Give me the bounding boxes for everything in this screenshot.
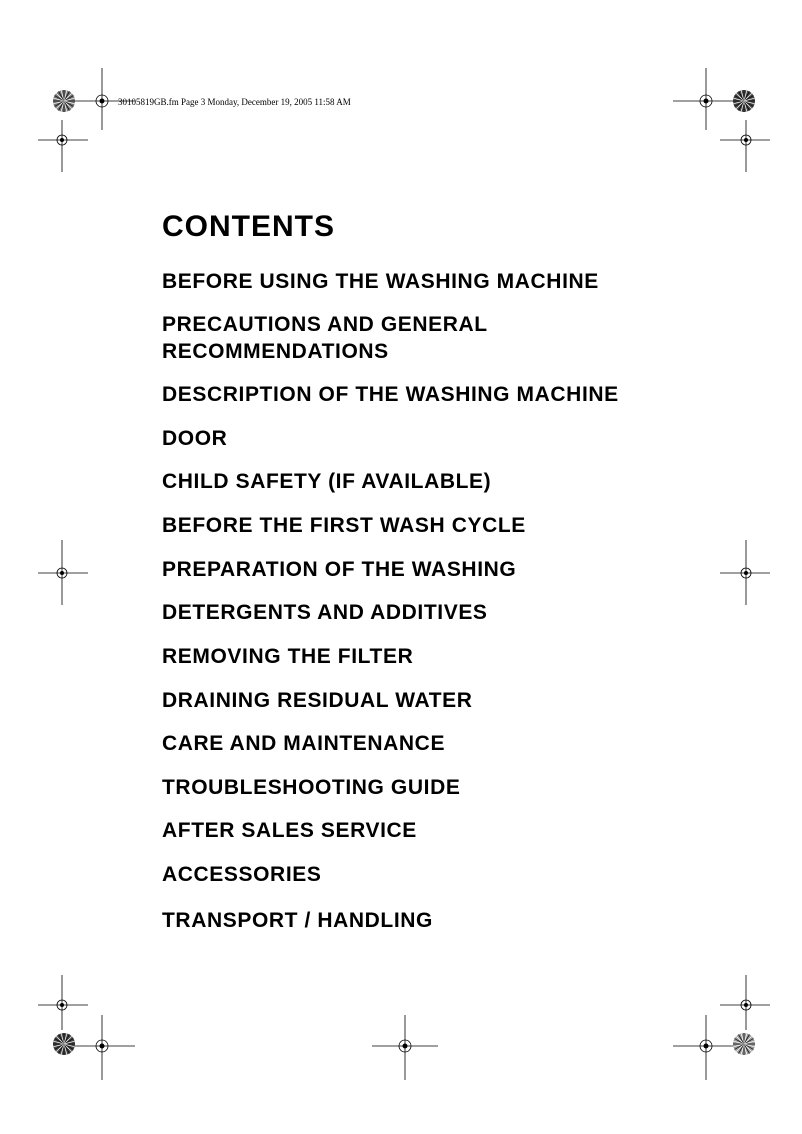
starburst-icon <box>733 90 755 112</box>
page-title: CONTENTS <box>162 210 335 243</box>
toc-item-troubleshooting: TROUBLESHOOTING GUIDE <box>162 776 461 799</box>
toc-item-before-using: BEFORE USING THE WASHING MACHINE <box>162 270 599 293</box>
toc-item-door: DOOR <box>162 427 228 450</box>
toc-item-child-safety: CHILD SAFETY (IF AVAILABLE) <box>162 470 492 493</box>
toc-item-detergents: DETERGENTS AND ADDITIVES <box>162 601 488 624</box>
toc-item-filter: REMOVING THE FILTER <box>162 645 414 668</box>
toc-item-accessories: ACCESSORIES <box>162 863 322 886</box>
toc-item-description: DESCRIPTION OF THE WASHING MACHINE <box>162 383 619 406</box>
starburst-icon <box>733 1033 755 1055</box>
starburst-icon <box>53 90 75 112</box>
toc-item-after-sales: AFTER SALES SERVICE <box>162 819 417 842</box>
toc-item-precautions-line2: RECOMMENDATIONS <box>162 340 389 363</box>
toc-item-draining: DRAINING RESIDUAL WATER <box>162 689 473 712</box>
toc-item-precautions: PRECAUTIONS AND GENERAL <box>162 313 488 336</box>
toc-item-transport: TRANSPORT / HANDLING <box>162 909 433 932</box>
print-header-meta: 30105819GB.fm Page 3 Monday, December 19, 2005 11:58 AM <box>118 97 351 107</box>
toc-item-first-wash: BEFORE THE FIRST WASH CYCLE <box>162 514 526 537</box>
toc-item-care: CARE AND MAINTENANCE <box>162 732 446 755</box>
starburst-icon <box>53 1033 75 1055</box>
toc-item-preparation: PREPARATION OF THE WASHING <box>162 558 517 581</box>
